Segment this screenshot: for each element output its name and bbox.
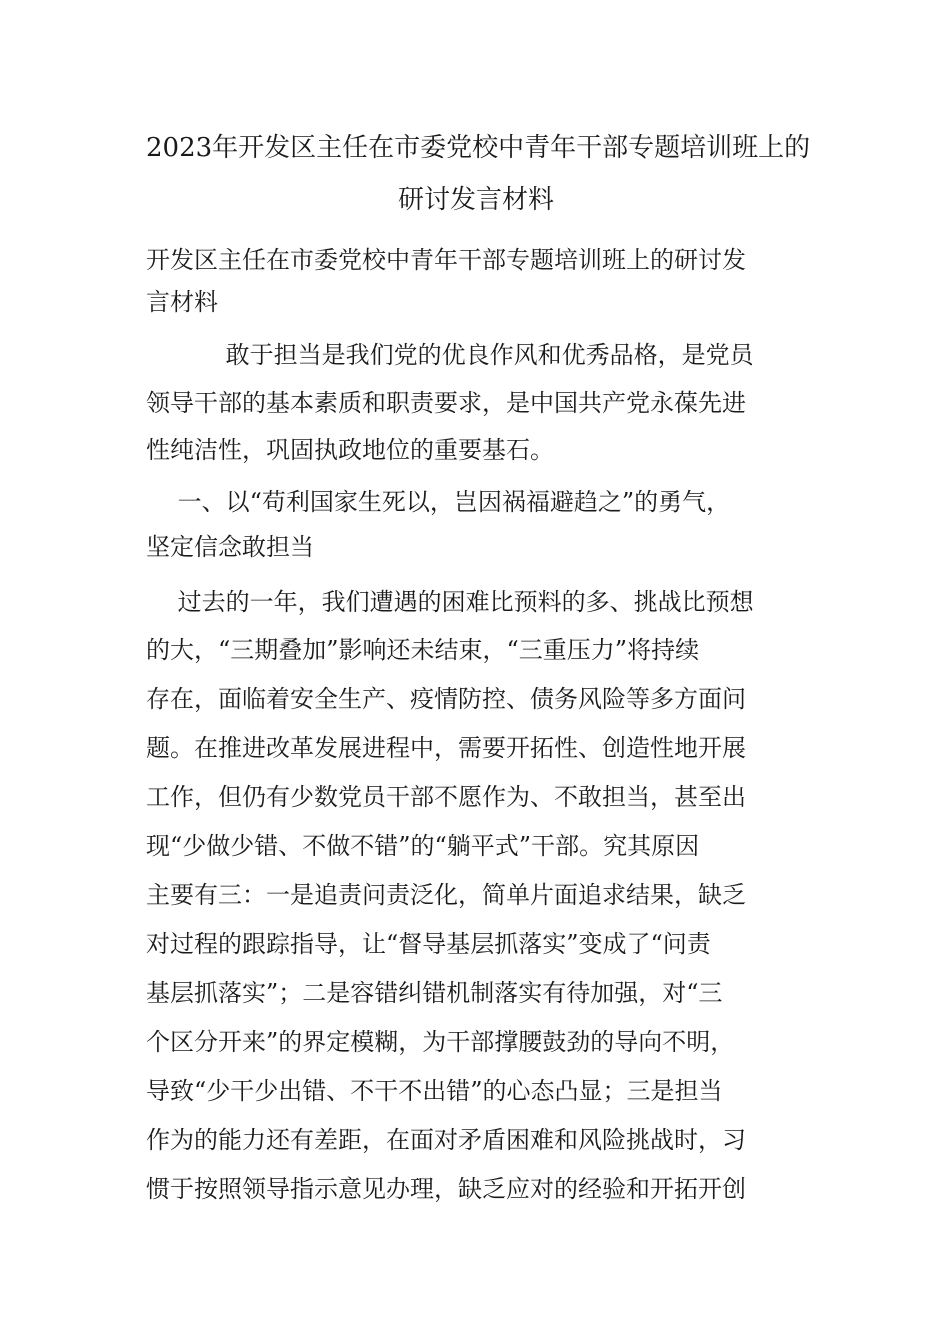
body-line: 惯于按照领导指示意见办理，缺乏应对的经验和开拓开创 — [146, 1175, 746, 1203]
subtitle-line-2: 言材料 — [146, 288, 218, 316]
subtitle-line-1: 开发区主任在市委党校中青年干部专题培训班上的研讨发 — [146, 246, 746, 274]
body-line: 对过程的跟踪指导，让“督导基层抓落实”变成了“问责 — [146, 930, 711, 958]
body-line: 基层抓落实”；二是容错纠错机制落实有待加强，对“三 — [146, 979, 723, 1007]
document-title-line-2: 研讨发言材料 — [397, 185, 554, 215]
body-line: 个区分开来”的界定模糊，为干部撑腰鼓劲的导向不明， — [146, 1028, 735, 1056]
body-line: 主要有三：一是追责问责泛化，简单片面追求结果，缺乏 — [146, 881, 746, 909]
body-line: 过去的一年，我们遭遇的困难比预料的多、挑战比预想 — [146, 588, 754, 616]
body-line: 敢于担当是我们党的优良作风和优秀品格，是党员 — [146, 341, 754, 369]
body-line: 作为的能力还有差距，在面对矛盾困难和风险挑战时，习 — [146, 1126, 746, 1154]
body-line: 性纯洁性，巩固执政地位的重要基石。 — [146, 436, 554, 464]
body-line: 导致“少干少出错、不干不出错”的心态凸显；三是担当 — [146, 1077, 723, 1105]
document-title-line-1: 2023年开发区主任在市委党校中青年干部专题培训班上的 — [146, 133, 811, 163]
body-line: 工作，但仍有少数党员干部不愿作为、不敢担当，甚至出 — [146, 783, 746, 811]
body-line: 存在，面临着安全生产、疫情防控、债务风险等多方面问 — [146, 685, 746, 713]
body-line: 领导干部的基本素质和职责要求，是中国共产党永葆先进 — [146, 389, 746, 417]
section-heading-line: 一、以“苟利国家生死以，岂因祸福避趋之”的勇气， — [146, 488, 731, 516]
section-heading-line: 坚定信念敢担当 — [146, 533, 314, 561]
body-line: 的大，“三期叠加”影响还未结束，“三重压力”将持续 — [146, 636, 700, 664]
body-line: 题。在推进改革发展进程中，需要开拓性、创造性地开展 — [146, 734, 746, 762]
body-line: 现“少做少错、不做不错”的“躺平式”干部。究其原因 — [146, 832, 700, 860]
